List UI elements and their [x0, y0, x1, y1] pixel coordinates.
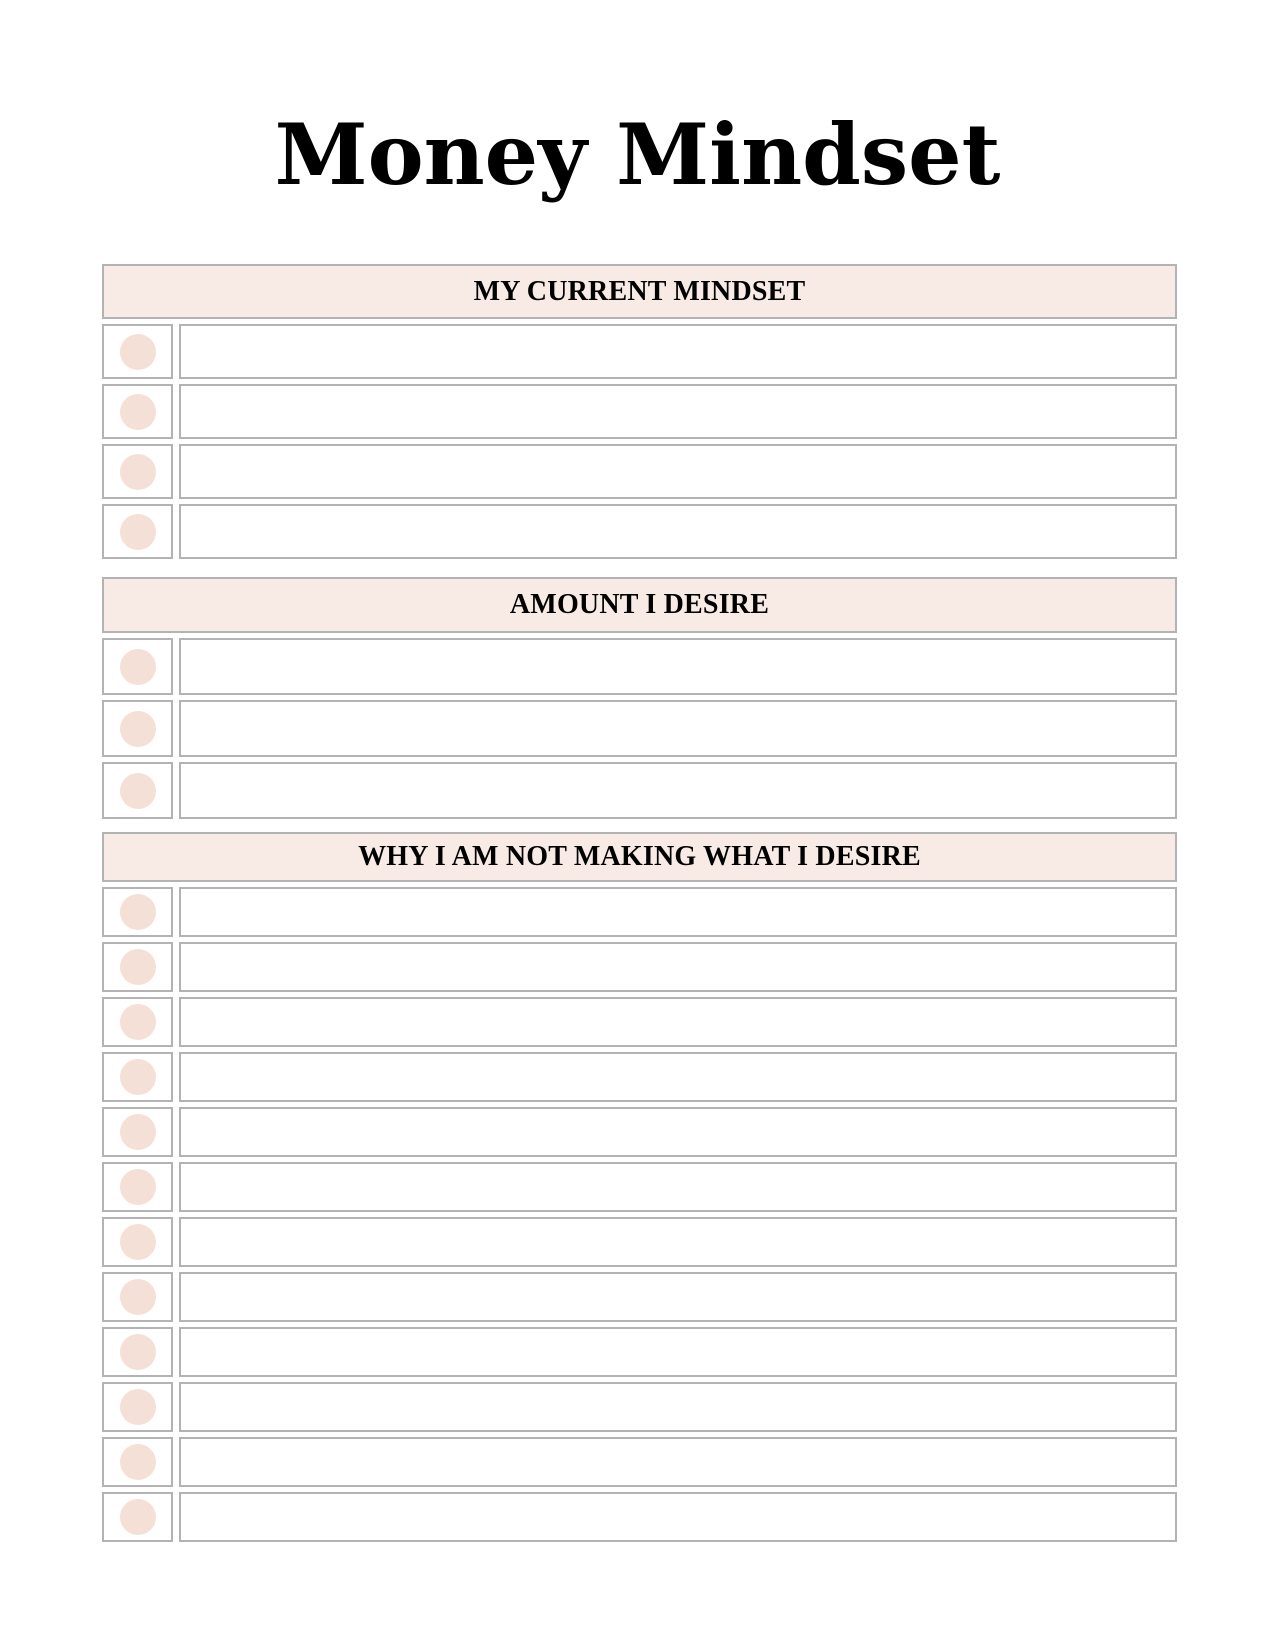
list-item [102, 700, 1177, 757]
bullet-cell [102, 1327, 173, 1377]
list-item [102, 1437, 1177, 1487]
bullet-cell [102, 762, 173, 819]
bullet-cell [102, 997, 173, 1047]
entry-line[interactable] [179, 1162, 1177, 1212]
bullet-cell [102, 324, 173, 379]
entry-line[interactable] [179, 638, 1177, 695]
list-item [102, 324, 1177, 379]
circle-bullet-icon [120, 1444, 156, 1480]
list-item [102, 887, 1177, 937]
section-heading: MY CURRENT MINDSET [102, 264, 1177, 319]
circle-bullet-icon [120, 949, 156, 985]
section-why-not-making [102, 832, 1177, 1542]
bullet-cell [102, 1107, 173, 1157]
entry-line[interactable] [179, 444, 1177, 499]
entry-line[interactable] [179, 504, 1177, 559]
entry-line[interactable] [179, 997, 1177, 1047]
entry-line[interactable] [179, 1327, 1177, 1377]
circle-bullet-icon [120, 1059, 156, 1095]
entry-line[interactable] [179, 1492, 1177, 1542]
circle-bullet-icon [120, 394, 156, 430]
list-item [102, 1162, 1177, 1212]
section-current-mindset [102, 264, 1177, 559]
circle-bullet-icon [120, 1334, 156, 1370]
entry-list [102, 324, 1177, 559]
circle-bullet-icon [120, 1389, 156, 1425]
list-item [102, 504, 1177, 559]
entry-line[interactable] [179, 1382, 1177, 1432]
circle-bullet-icon [120, 1169, 156, 1205]
entry-line[interactable] [179, 887, 1177, 937]
list-item [102, 1492, 1177, 1542]
circle-bullet-icon [120, 1279, 156, 1315]
circle-bullet-icon [120, 711, 156, 747]
circle-bullet-icon [120, 1499, 156, 1535]
bullet-cell [102, 384, 173, 439]
bullet-cell [102, 1162, 173, 1212]
list-item [102, 942, 1177, 992]
list-item [102, 1327, 1177, 1377]
list-item [102, 1382, 1177, 1432]
entry-line[interactable] [179, 324, 1177, 379]
list-item [102, 1217, 1177, 1267]
section-amount-desire [102, 577, 1177, 819]
entry-list [102, 638, 1177, 819]
list-item [102, 1052, 1177, 1102]
circle-bullet-icon [120, 1114, 156, 1150]
entry-line[interactable] [179, 1107, 1177, 1157]
bullet-cell [102, 1052, 173, 1102]
list-item [102, 997, 1177, 1047]
bullet-cell [102, 638, 173, 695]
circle-bullet-icon [120, 649, 156, 685]
list-item [102, 762, 1177, 819]
list-item [102, 444, 1177, 499]
entry-line[interactable] [179, 700, 1177, 757]
bullet-cell [102, 444, 173, 499]
section-heading: WHY I AM NOT MAKING WHAT I DESIRE [102, 832, 1177, 882]
circle-bullet-icon [120, 1004, 156, 1040]
page-title: Money Mindset [274, 105, 1001, 204]
bullet-cell [102, 1217, 173, 1267]
entry-line[interactable] [179, 1217, 1177, 1267]
list-item [102, 384, 1177, 439]
bullet-cell [102, 700, 173, 757]
list-item [102, 1107, 1177, 1157]
list-item [102, 1272, 1177, 1322]
entry-list [102, 887, 1177, 1542]
entry-line[interactable] [179, 762, 1177, 819]
bullet-cell [102, 942, 173, 992]
circle-bullet-icon [120, 334, 156, 370]
circle-bullet-icon [120, 773, 156, 809]
circle-bullet-icon [120, 454, 156, 490]
bullet-cell [102, 1437, 173, 1487]
entry-line[interactable] [179, 1437, 1177, 1487]
bullet-cell [102, 1492, 173, 1542]
circle-bullet-icon [120, 1224, 156, 1260]
circle-bullet-icon [120, 514, 156, 550]
entry-line[interactable] [179, 384, 1177, 439]
bullet-cell [102, 1272, 173, 1322]
bullet-cell [102, 504, 173, 559]
circle-bullet-icon [120, 894, 156, 930]
entry-line[interactable] [179, 1052, 1177, 1102]
section-heading: AMOUNT I DESIRE [102, 577, 1177, 633]
bullet-cell [102, 887, 173, 937]
list-item [102, 638, 1177, 695]
entry-line[interactable] [179, 1272, 1177, 1322]
entry-line[interactable] [179, 942, 1177, 992]
bullet-cell [102, 1382, 173, 1432]
